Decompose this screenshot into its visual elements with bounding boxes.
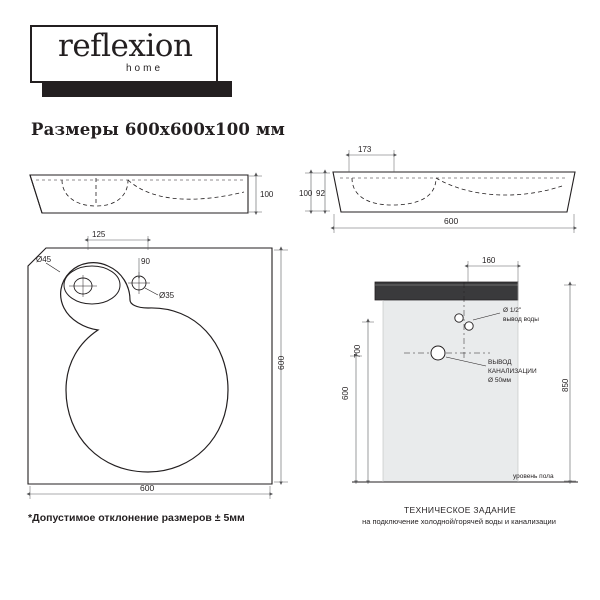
label-sewer-2: КАНАЛИЗАЦИИ: [488, 368, 537, 375]
label-sewer-1: ВЫВОД: [488, 359, 512, 366]
dim-100-side-label: 100: [299, 189, 313, 198]
tolerance-note: *Допустимое отклонение размеров ± 5мм: [28, 512, 245, 524]
dim-125-label: 125: [92, 230, 106, 239]
dim-side-173: [349, 145, 394, 172]
dim-600-side-label: 600: [444, 216, 459, 226]
plan-view: [28, 248, 272, 484]
dim-92-label: 92: [316, 189, 325, 198]
label-tap-hole-diameter: Ø35: [159, 291, 175, 300]
label-floor-level: уровень пола: [513, 473, 554, 480]
dim-173-label: 173: [358, 145, 372, 154]
dim-side-width: [334, 214, 574, 233]
dim-plan-width-label: 600: [140, 483, 155, 493]
spec-title: ТЕХНИЧЕСКОЕ ЗАДАНИЕ: [404, 505, 516, 515]
label-water-diameter: Ø 1/2": [503, 307, 522, 314]
label-sewer-3: Ø 50мм: [488, 377, 512, 384]
label-water-outlet: вывод воды: [503, 316, 539, 323]
dim-front-height-label: 100: [260, 190, 274, 199]
dim-160-label: 160: [482, 256, 496, 265]
dim-side-heights: [299, 173, 330, 211]
dim-90-label: 90: [141, 257, 150, 266]
spec-subtitle: на подключение холодной/горячей воды и канализации: [362, 517, 556, 526]
dim-plan-depth-label: 600: [276, 355, 286, 370]
side-elevation-view: [333, 172, 575, 212]
dim-600-install-label: 600: [341, 386, 350, 400]
dim-front-height: [249, 176, 274, 212]
brand-tagline: home: [126, 63, 164, 74]
label-drain-diameter: Ø45: [36, 255, 52, 264]
brand-name: reflexion: [58, 28, 193, 64]
front-elevation-view: [30, 175, 248, 213]
installation-diagram: [341, 256, 578, 482]
dim-700-label: 700: [353, 344, 362, 358]
dim-850-label: 850: [561, 378, 570, 392]
page-title: Размеры 600x600x100 мм: [31, 120, 286, 139]
